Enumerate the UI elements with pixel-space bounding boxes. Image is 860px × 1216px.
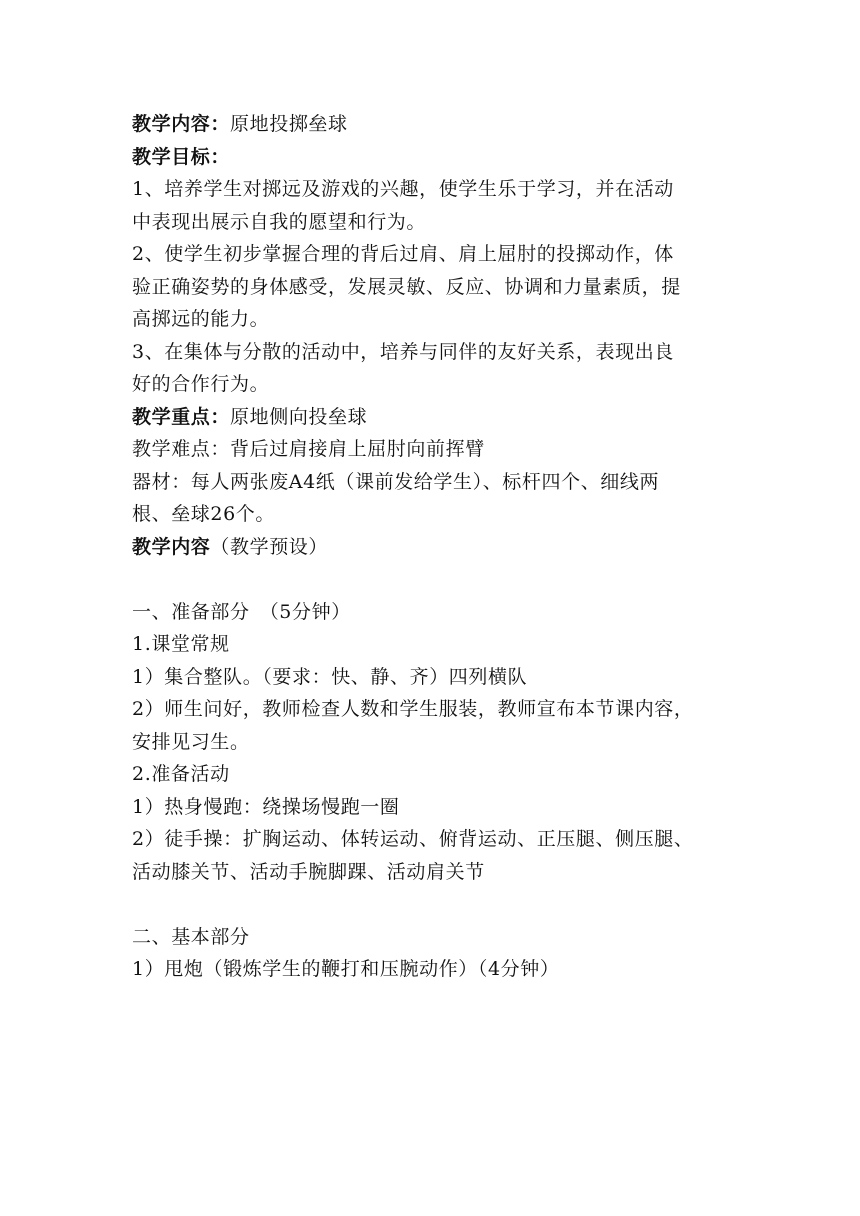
key-point-value: 原地侧向投垒球 [230, 405, 368, 428]
goal-1-line-2: 中表现出展示自我的愿望和行为。 [132, 210, 427, 233]
part1-section1-title: 1.课堂常规 [132, 633, 230, 655]
spacer [132, 563, 732, 596]
content-section-label: 教学内容 [132, 535, 211, 558]
part1-section1-item2-line2: 安排见习生。 [132, 730, 250, 753]
goal-3-line-2: 好的合作行为。 [132, 373, 270, 395]
key-point-label: 教学重点： [132, 405, 231, 428]
equipment-line-1: 器材：每人两张废A4纸（课前发给学生）、标杆四个、细线两 [132, 470, 660, 493]
part1-section2-title: 2.准备活动 [132, 763, 230, 785]
content-value: 原地投掷垒球 [230, 113, 348, 135]
part1-section1-item2-line1: 2）师生问好，教师检查人数和学生服装，教师宣布本节课内容， [132, 698, 694, 720]
lesson-plan-document [132, 108, 732, 986]
content-section-line [132, 531, 732, 564]
content-label: 教学内容： [132, 113, 231, 135]
key-point-line [132, 401, 732, 434]
part1-title: 一、准备部分 （5分钟） [132, 600, 351, 623]
part1-section2-item1: 1）热身慢跑：绕操场慢跑一圈 [132, 795, 400, 818]
goals-label: 教学目标： [132, 145, 231, 168]
goal-2-line-1: 2、使学生初步掌握合理的背后过肩、肩上屈肘的投掷动作，体 [132, 243, 674, 265]
content-section-note: （教学预设） [210, 535, 329, 558]
content-line [132, 108, 732, 141]
part2-item1: 1）甩炮（锻炼学生的鞭打和压腕动作）（4分钟） [132, 958, 560, 980]
part1-section1-item1: 1）集合整队。（要求：快、静、齐）四列横队 [132, 665, 528, 688]
goal-2-line-3: 高掷远的能力。 [132, 308, 270, 330]
part1-section2-item2-line1: 2）徒手操：扩胸运动、体转运动、俯背运动、正压腿、侧压腿、 [132, 828, 694, 850]
goal-3-line-1: 3、在集体与分散的活动中，培养与同伴的友好关系，表现出良 [132, 340, 674, 363]
goal-1-line-1: 1、培养学生对掷远及游戏的兴趣，使学生乐于学习，并在活动 [132, 178, 674, 200]
part1-section2-item2-line2: 活动膝关节、活动手腕脚踝、活动肩关节 [132, 860, 485, 883]
spacer [132, 888, 732, 921]
part2-title: 二、基本部分 [132, 925, 250, 948]
equipment-line-2: 根、垒球26个。 [132, 503, 275, 525]
goal-2-line-2: 验正确姿势的身体感受，发展灵敏、反应、协调和力量素质，提 [132, 275, 681, 298]
difficulty-line: 教学难点：背后过肩接肩上屈肘向前挥臂 [132, 438, 485, 460]
